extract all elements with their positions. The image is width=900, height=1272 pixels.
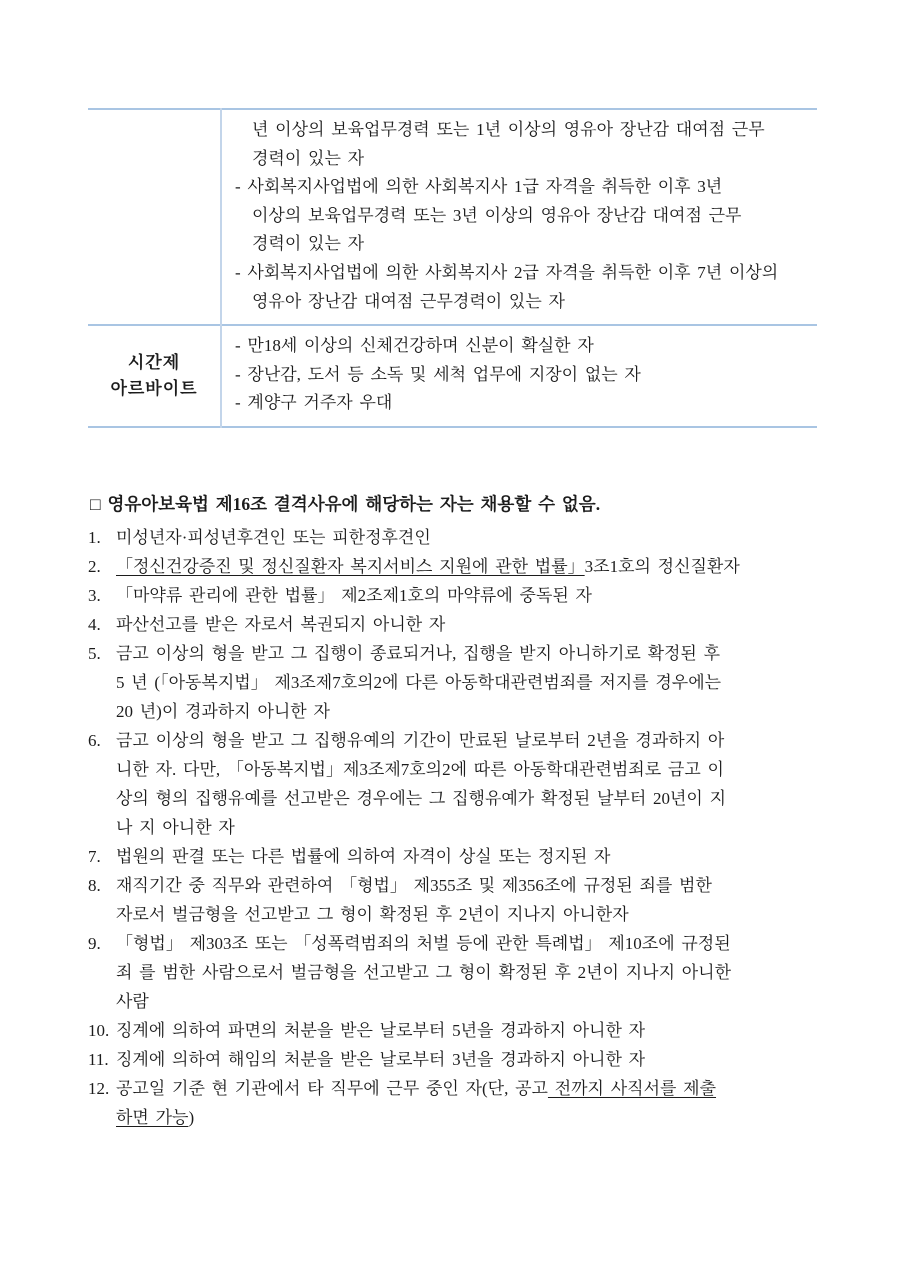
plain-text: 파산선고를 받은 자로서 복권되지 아니한 자 xyxy=(116,615,446,634)
disqualification-list xyxy=(88,523,818,1132)
list-item-number: 5. xyxy=(88,644,101,663)
list-item-line xyxy=(116,581,818,610)
list-item-number: 12. xyxy=(88,1079,110,1098)
list-item-body xyxy=(116,929,818,1016)
list-item-number: 7. xyxy=(88,847,101,866)
plain-text: 법원의 판결 또는 다른 법률에 의하여 자격이 상실 또는 정지된 자 xyxy=(116,847,611,866)
list-item-line xyxy=(116,871,818,900)
content-line: 년 이상의 보육업무경력 또는 1년 이상의 영유아 장난감 대여점 근무 xyxy=(252,120,765,139)
table-row xyxy=(88,109,817,325)
plain-text: 징계에 의하여 해임의 처분을 받은 날로부터 3년을 경과하지 아니한 자 xyxy=(116,1050,646,1069)
table-row xyxy=(88,325,817,427)
list-item-line xyxy=(116,1074,818,1103)
list-item-body xyxy=(116,552,818,581)
list-item-line xyxy=(116,755,818,784)
content-line: - 계양구 거주자 우대 xyxy=(235,393,393,413)
plain-text: 상의 형의 집행유예를 선고받은 경우에는 그 집행유예가 확정된 날부터 20년이 지 xyxy=(116,789,727,808)
list-item-line xyxy=(116,958,818,987)
list-item-body xyxy=(116,1074,818,1132)
list-item-line xyxy=(116,610,818,639)
plain-text: 죄 를 범한 사람으로서 벌금형을 선고받고 그 형이 확정된 후 2년이 지나지 아니한 xyxy=(116,963,732,982)
plain-text: 사람 xyxy=(116,992,149,1011)
qualification-table xyxy=(88,108,817,428)
plain-text: 5 년 (「아동복지법」 제3조제7호의2에 다른 아동학대관련범죄를 저지를 경우에는 xyxy=(116,673,722,692)
list-item xyxy=(88,1045,818,1074)
plain-text: ) xyxy=(188,1108,195,1127)
list-item-body xyxy=(116,871,818,929)
list-item xyxy=(88,552,818,581)
plain-text: 「마약류 관리에 관한 법률」 제2조제1호의 마약류에 중독된 자 xyxy=(116,586,592,605)
plain-text: 미성년자·피성년후견인 또는 피한정후견인 xyxy=(116,528,431,547)
list-item xyxy=(88,581,818,610)
list-item-number: 9. xyxy=(88,934,101,953)
list-item-line xyxy=(116,1103,818,1132)
list-item-line xyxy=(116,1016,818,1045)
list-item xyxy=(88,1074,818,1132)
row-label-cell xyxy=(88,109,221,325)
row-label-cell xyxy=(88,325,221,427)
content-line: - 만18세 이상의 신체건강하며 신분이 확실한 자 xyxy=(235,336,594,356)
disqualification-section xyxy=(88,490,818,1132)
content-line: 경력이 있는 자 xyxy=(252,148,365,168)
list-item xyxy=(88,1016,818,1045)
list-item-line xyxy=(116,929,818,958)
list-item-number: 4. xyxy=(88,615,101,634)
list-item-number: 10. xyxy=(88,1021,110,1040)
underlined-text: 「정신건강증진 및 정신질환자 복지서비스 지원에 관한 법률」 xyxy=(116,557,585,576)
content-line: - 사회복지사업법에 의한 사회복지사 1급 자격을 취득한 이후 3년 xyxy=(235,177,723,197)
plain-text: 「형법」 제303조 또는 「성폭력범죄의 처벌 등에 관한 특례법」 제10조에 규정된 xyxy=(116,934,731,953)
list-item-number: 11. xyxy=(88,1050,109,1069)
underlined-text: 전까지 사직서를 제출 xyxy=(547,1079,717,1098)
plain-text: 나 지 아니한 자 xyxy=(116,818,235,837)
list-item-number: 1. xyxy=(88,528,101,547)
list-item-number: 8. xyxy=(88,876,101,895)
list-item-number: 3. xyxy=(88,586,101,605)
plain-text: 재직기간 중 직무와 관련하여 「형법」 제355조 및 제356조에 규정된 죄를 범한 xyxy=(116,876,712,895)
list-item-line xyxy=(116,523,818,552)
row-label-line: 시간제 xyxy=(127,353,181,373)
row-content-cell xyxy=(221,109,817,325)
list-item-body xyxy=(116,610,818,639)
plain-text: 징계에 의하여 파면의 처분을 받은 날로부터 5년을 경과하지 아니한 자 xyxy=(116,1021,646,1040)
list-item-line xyxy=(116,813,818,842)
list-item-line xyxy=(116,726,818,755)
row-content-cell xyxy=(221,325,817,427)
plain-text: 공고일 기준 현 기관에서 타 직무에 근무 중인 자(단, 공고 xyxy=(116,1079,548,1098)
plain-text: 금고 이상의 형을 받고 그 집행유예의 기간이 만료된 날로부터 2년을 경과하지 아 xyxy=(116,731,725,750)
content-line: 이상의 보육업무경력 또는 3년 이상의 영유아 장난감 대여점 근무 xyxy=(252,205,742,225)
content-line: - 장난감, 도서 등 소독 및 세척 업무에 지장이 없는 자 xyxy=(235,364,641,384)
list-item xyxy=(88,842,818,871)
list-item xyxy=(88,726,818,842)
plain-text: 금고 이상의 형을 받고 그 집행이 종료되거나, 집행을 받지 아니하기로 확정된 후 xyxy=(116,644,721,663)
plain-text: 자로서 벌금형을 선고받고 그 형이 확정된 후 2년이 지나지 아니한자 xyxy=(116,905,629,924)
list-item xyxy=(88,871,818,929)
list-item-body xyxy=(116,842,818,871)
list-item xyxy=(88,523,818,552)
content-line: 영유아 장난감 대여점 근무경력이 있는 자 xyxy=(252,291,565,311)
underlined-text: 하면 가능 xyxy=(116,1108,189,1127)
list-item-line xyxy=(116,784,818,813)
row-label-line: 아르바이트 xyxy=(110,379,198,399)
list-item-number: 6. xyxy=(88,731,101,750)
list-item-body xyxy=(116,726,818,842)
list-item-line xyxy=(116,639,818,668)
list-item-number: 2. xyxy=(88,557,101,576)
list-item-line xyxy=(116,842,818,871)
plain-text: 20 년)이 경과하지 아니한 자 xyxy=(116,702,330,721)
list-item-body xyxy=(116,523,818,552)
list-item-body xyxy=(116,639,818,726)
plain-text: 3조1호의 정신질환자 xyxy=(584,557,740,576)
list-item-line xyxy=(116,900,818,929)
qualification-table-wrap xyxy=(88,108,817,428)
list-item-line xyxy=(116,552,818,581)
list-item-line xyxy=(116,1045,818,1074)
list-item-line xyxy=(116,668,818,697)
list-item xyxy=(88,639,818,726)
content-line: - 사회복지사업법에 의한 사회복지사 2급 자격을 취득한 이후 7년 이상의 xyxy=(235,262,779,282)
list-item-body xyxy=(116,581,818,610)
section-heading: □ 영유아보육법 제16조 결격사유에 해당하는 자는 채용할 수 없음. xyxy=(90,494,601,514)
list-item-line xyxy=(116,987,818,1016)
list-item xyxy=(88,610,818,639)
qualification-table-body xyxy=(88,109,817,427)
plain-text: 니한 자. 다만, 「아동복지법」제3조제7호의2에 따른 아동학대관련범죄로 금고 이 xyxy=(116,760,724,779)
list-item-body xyxy=(116,1045,818,1074)
list-item-body xyxy=(116,1016,818,1045)
content-line: 경력이 있는 자 xyxy=(252,234,365,254)
list-item-line xyxy=(116,697,818,726)
list-item xyxy=(88,929,818,1016)
